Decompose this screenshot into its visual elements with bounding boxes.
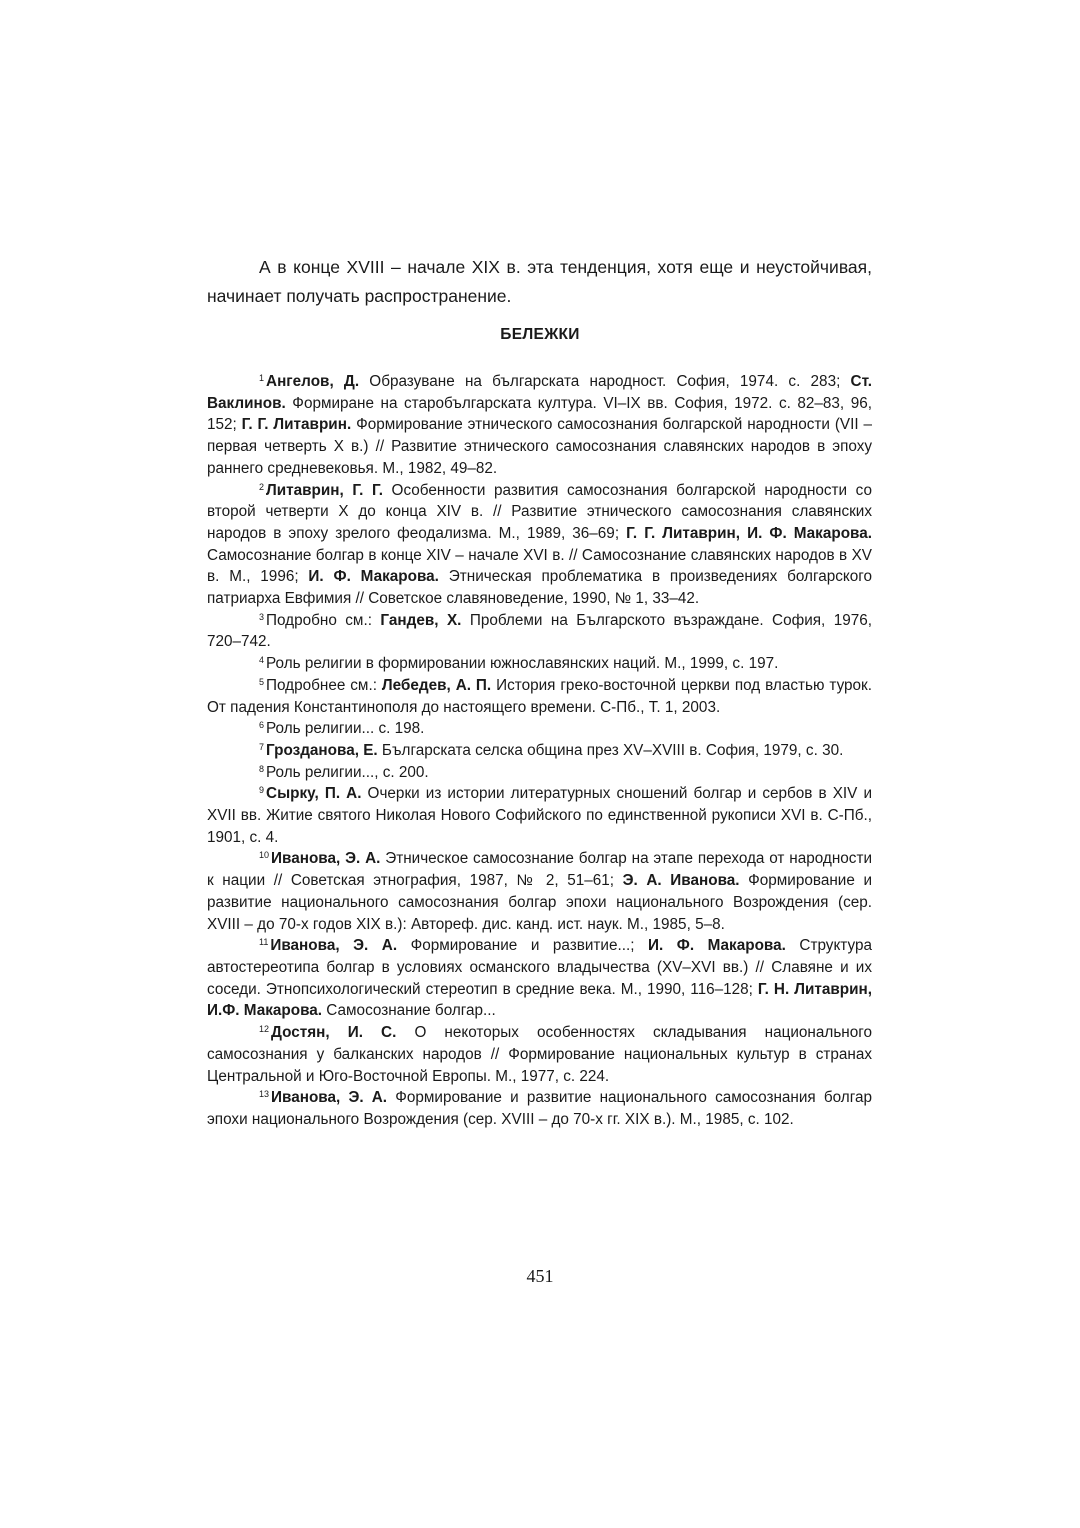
footnote-author: Г. Н. Литаврин, И.Ф. Макарова. [207,980,872,1020]
footnote-number: 12 [259,1024,270,1035]
footnote-number: 3 [259,611,265,622]
footnote-4 [207,653,872,675]
footnote-text: Проблеми на Българското възраждане. София, 1976, 720–742. [207,611,873,651]
footnote-1 [207,371,872,480]
footnote-author: Грозданова, Е. [266,741,378,759]
footnote-author: Гандев, Х. [380,611,462,629]
notes-heading: БЕЛЕЖКИ [500,326,580,343]
footnote-number: 6 [259,720,265,731]
footnote-text: Структура автостереотипа болгар в условиях османского владычества (XV–XVI вв.) // Славяне и их соседи. Этнопсихологический стереотип в средние века. М., 1990, 116–128; [207,937,872,998]
footnote-text: Българската селска община през XV–XVIII в. София, 1979, с. 30. [377,741,844,759]
footnote-author: Иванова, Э. А. [270,937,398,955]
footnote-text: Этническая проблематика в произведениях болгарского патриарха Евфимия // Советское славяноведение, 1990, № 1, 33–42. [207,568,872,608]
footnote-3 [207,610,872,653]
footnote-11 [207,935,872,1022]
footnote-9 [207,783,872,848]
footnote-number: 2 [259,481,265,492]
body-paragraph: А в конце XVIII – начале XIX в. эта тенденция, хотя еще и неустойчивая, начинает получать распространение. [207,257,872,306]
footnote-number: 4 [259,655,265,666]
footnote-author: Г. Г. Литаврин, И. Ф. Макарова. [626,524,872,542]
page-number: 451 [526,1266,554,1286]
footnote-10 [207,848,872,935]
footnote-text: Роль религии в формировании южнославянских наций. М., 1999, с. 197. [266,655,779,673]
footnote-number: 11 [259,937,269,948]
footnote-author: Сырку, П. А. [266,785,362,803]
footnote-text: Подробно см.: [266,611,381,629]
footnote-8 [207,762,872,784]
footnote-text: Особенности развития самосознания болгарской народности со второй четверти X до конца XIV в. // Развитие этнического самосознания славянских народов в эпоху зрелого феодализма. М., 1989, 36–69; [207,481,873,542]
footnote-text: Формирование и развитие...; [397,937,649,955]
notes-list [207,371,872,1131]
footnote-author: И. Ф. Макарова. [648,937,786,955]
footnote-author: И. Ф. Макарова. [308,568,439,586]
footnote-author: Ангелов, Д. [266,373,360,390]
footnote-number: 7 [259,741,265,752]
footnote-text: О некоторых особенностях складывания национального самосознания у балканских народов // Формирование национальных культур в странах Центральной и Юго-Восточной Европы. М., 1977, с. 224. [207,1024,872,1085]
footnote-number: 8 [259,763,265,774]
footnote-5 [207,675,872,718]
footnote-13 [207,1087,872,1130]
footnote-text: Формирование и развитие национального самосознания болгар эпохи национального Возрождения (сер. XVIII – до 70-х гг. XIX в.). М., 1985, с. 102. [207,1089,872,1128]
footnote-text: Самосознание болгар... [322,1002,496,1020]
footnote-author: Иванова, Э. А. [271,850,381,868]
footnote-author: Ст. Ваклинов. [207,373,872,412]
footnote-text: Образуване на българската народност. София, 1974. с. 283; [359,373,851,390]
footnote-author: Иванова, Э. А. [271,1089,388,1107]
footnote-text: История греко-восточной церкви под властью турок. От падения Константинополя до настоящего времени. С-Пб., Т. 1, 2003. [207,676,872,716]
footnote-author: Г. Г. Литаврин. [241,416,352,434]
footnote-text: Формирование этнического самосознания болгарской народности (VII – первая четверть X в.) // Развитие этнического самосознания славянских народов в эпоху раннего средневековья. М., 1982, 49–82. [207,416,872,477]
footnote-7 [207,740,872,762]
footnote-number: 9 [259,785,265,796]
footnote-text: Очерки из истории литературных сношений болгар и сербов в XIV и XVII вв. Житие святого Николая Нового Софийского по единственной рукописи XVI в. С-Пб., 1901, с. 4. [207,785,872,846]
footnote-12 [207,1022,872,1087]
footnote-text: Формиране на старобългарската култура. VI–IX вв. София, 1972. с. 82–83, 96, 152; [207,394,872,434]
footnote-text: Самосознание болгар в конце XIV – начале XVI в. // Самосознание славянских народов в XV в. М., 1996; [207,546,872,586]
footnote-number: 5 [259,676,265,687]
footnote-6 [207,718,872,740]
footnote-author: Литаврин, Г. Г. [266,481,383,499]
footnote-text: Этническое самосознание болгар на этапе перехода от народности к нации // Советская этнография, 1987, № 2, 51–61; [207,850,872,890]
footnote-author: Достян, И. С. [271,1024,397,1042]
footnote-text: Роль религии... с. 198. [266,720,425,738]
footnote-number: 13 [259,1089,270,1100]
footnote-author: Э. А. Иванова. [622,872,740,890]
footnote-text: Роль религии..., с. 200. [266,763,429,781]
footnote-text: Подробнее см.: [266,676,382,694]
footnote-text: Формирование и развитие национального самосознания болгар эпохи национального Возрождения (сер. XVIII – до 70-х годов XIX в.): Автореф. дис. канд. ист. наук. М., 1985, 5–8. [207,872,872,933]
footnote-number: 10 [259,850,270,861]
footnote-number: 1 [259,373,265,383]
footnote-2 [207,480,872,610]
footnote-author: Лебедев, А. П. [381,676,492,694]
